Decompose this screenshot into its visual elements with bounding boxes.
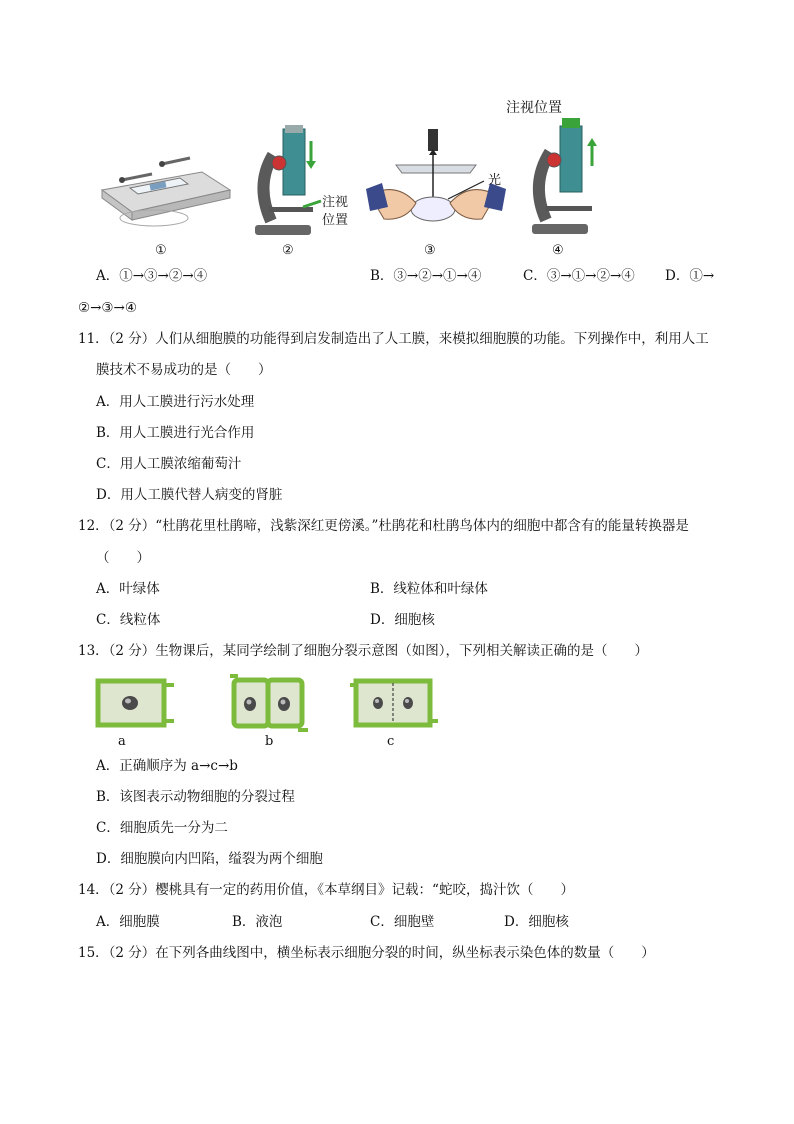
q12-option-c[interactable]: C．线粒体 bbox=[96, 612, 161, 628]
callout-watch-top: 注视位置 bbox=[506, 100, 562, 116]
q13-option-a[interactable]: A．正确顺序为 a→c→b bbox=[96, 758, 238, 774]
q10-option-d-continued: ②→③→④ bbox=[78, 300, 137, 316]
q14-stem: 14．（2 分）樱桃具有一定的药用价值，《本草纲目》记载：“蛇咬，捣汁饮（ ） bbox=[78, 882, 574, 898]
q14-option-c[interactable]: C．细胞壁 bbox=[370, 914, 435, 930]
q14-option-b[interactable]: B．液泡 bbox=[232, 914, 283, 930]
figure-label-3: ③ bbox=[424, 243, 436, 258]
q11-stem-continued: 膜技术不易成功的是（ ） bbox=[96, 362, 272, 378]
q10-option-d[interactable]: D．①→ bbox=[665, 268, 715, 284]
q13-stem: 13．（2 分）生物课后，某同学绘制了细胞分裂示意图（如图），下列相关解读正确的是（ ） bbox=[78, 643, 649, 659]
figure-cell-label-b: b bbox=[265, 734, 274, 749]
q11-option-c[interactable]: C．用人工膜浓缩葡萄汁 bbox=[96, 456, 242, 472]
q15-stem: 15．（2 分）在下列各曲线图中，横坐标表示细胞分裂的时间，纵坐标表示染色体的数量（ ） bbox=[78, 945, 655, 961]
callout-light: 光 bbox=[488, 173, 502, 188]
figure-microscope-raising bbox=[520, 118, 620, 243]
q12-option-a[interactable]: A．叶绿体 bbox=[96, 581, 160, 597]
callout-watch-line1: 注视 bbox=[322, 195, 349, 210]
q10-option-a[interactable]: A．①→③→②→④ bbox=[96, 268, 208, 284]
figure-cell-a bbox=[92, 675, 176, 731]
q13-option-d[interactable]: D．细胞膜向内凹陷，缢裂为两个细胞 bbox=[96, 851, 323, 867]
q10-option-b[interactable]: B．③→②→①→④ bbox=[370, 268, 482, 284]
q11-option-b[interactable]: B．用人工膜进行光合作用 bbox=[96, 425, 255, 441]
q14-option-d[interactable]: D．细胞核 bbox=[504, 914, 569, 930]
q10-option-c[interactable]: C．③→①→②→④ bbox=[523, 268, 635, 284]
q13-option-b[interactable]: B．该图表示动物细胞的分裂过程 bbox=[96, 789, 295, 805]
q12-stem-continued: （ ） bbox=[96, 550, 150, 566]
figure-cell-b bbox=[228, 672, 312, 734]
figure-label-4: ④ bbox=[552, 243, 564, 258]
q13-option-c[interactable]: C．细胞质先一分为二 bbox=[96, 820, 228, 836]
callout-watch-line2: 位置 bbox=[322, 213, 349, 228]
q11-option-d[interactable]: D．用人工膜代替人病变的肾脏 bbox=[96, 487, 283, 503]
figure-slide-on-stage bbox=[92, 150, 238, 240]
q14-option-a[interactable]: A．细胞膜 bbox=[96, 914, 160, 930]
q12-stem: 12．（2 分）“杜鹃花里杜鹃啼，浅紫深红更傍溪。”杜鹃花和杜鹃鸟体内的细胞中都含有的能量转换器是 bbox=[78, 518, 689, 534]
figure-cell-label-a: a bbox=[118, 734, 126, 749]
figure-cell-label-c: c bbox=[387, 734, 395, 749]
q11-option-a[interactable]: A．用人工膜进行污水处理 bbox=[96, 394, 255, 410]
q11-stem: 11．（2 分）人们从细胞膜的功能得到启发制造出了人工膜，来模拟细胞膜的功能。下列操作中，利用人工 bbox=[78, 331, 709, 347]
figure-cell-c bbox=[350, 675, 440, 731]
q12-option-b[interactable]: B．线粒体和叶绿体 bbox=[370, 581, 488, 597]
figure-mirror-adjust bbox=[366, 125, 506, 243]
figure-label-1: ① bbox=[155, 243, 167, 258]
figure-label-2: ② bbox=[282, 243, 294, 258]
q12-option-d[interactable]: D．细胞核 bbox=[370, 612, 435, 628]
